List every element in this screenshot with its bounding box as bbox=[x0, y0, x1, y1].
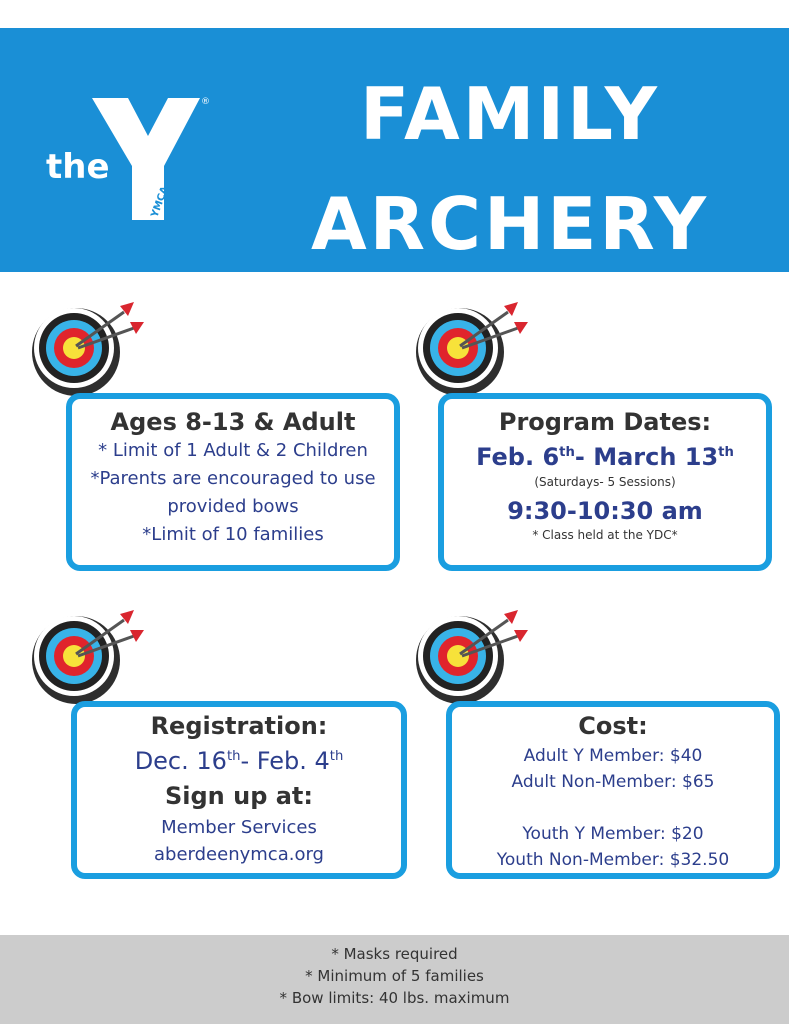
footer-line: * Masks required bbox=[331, 945, 458, 963]
program-date-range: Feb. 6th- March 13th bbox=[476, 443, 734, 472]
signup-website: aberdeenymca.org bbox=[154, 843, 324, 865]
header-banner bbox=[0, 28, 789, 272]
program-dates-box bbox=[438, 393, 772, 571]
signup-location: Member Services bbox=[161, 816, 317, 838]
registration-box bbox=[71, 701, 407, 879]
archery-target-icon bbox=[26, 606, 146, 706]
footer-line: * Bow limits: 40 lbs. maximum bbox=[279, 989, 510, 1007]
cost-line: Adult Non-Member: $65 bbox=[511, 772, 715, 793]
archery-target-icon bbox=[26, 298, 146, 398]
title-line-2: ARCHERY bbox=[310, 182, 710, 266]
signup-heading: Sign up at: bbox=[164, 782, 314, 811]
program-time: 9:30-10:30 am bbox=[507, 497, 703, 526]
ages-line: * Limit of 1 Adult & 2 Children bbox=[98, 440, 368, 462]
cost-box bbox=[446, 701, 780, 879]
logo-brand-text: YMCA bbox=[149, 184, 171, 220]
cost-line: Adult Y Member: $40 bbox=[523, 746, 703, 767]
ages-line: provided bows bbox=[167, 496, 299, 518]
archery-target-icon bbox=[410, 606, 530, 706]
cost-heading: Cost: bbox=[578, 712, 648, 740]
registration-date-range: Dec. 16th- Feb. 4th bbox=[134, 747, 344, 776]
ages-box bbox=[66, 393, 400, 571]
program-dates-heading: Program Dates: bbox=[498, 408, 712, 436]
footer-line: * Minimum of 5 families bbox=[305, 967, 484, 985]
ages-line: *Parents are encouraged to use bbox=[90, 468, 376, 490]
location-note: * Class held at the YDC* bbox=[532, 528, 678, 543]
sessions-note: (Saturdays- 5 Sessions) bbox=[534, 475, 676, 490]
logo-prefix: the bbox=[46, 147, 110, 187]
cost-line: Youth Y Member: $20 bbox=[522, 824, 704, 845]
svg-text:®: ® bbox=[201, 97, 210, 107]
title-line-1: FAMILY bbox=[360, 72, 660, 156]
footer-notes bbox=[0, 935, 789, 1024]
cost-line: Youth Non-Member: $32.50 bbox=[496, 850, 730, 871]
ages-line: *Limit of 10 families bbox=[142, 524, 324, 546]
archery-target-icon bbox=[410, 298, 530, 398]
registration-heading: Registration: bbox=[150, 712, 328, 740]
ages-heading: Ages 8-13 & Adult bbox=[110, 408, 356, 436]
ymca-logo bbox=[40, 78, 210, 228]
